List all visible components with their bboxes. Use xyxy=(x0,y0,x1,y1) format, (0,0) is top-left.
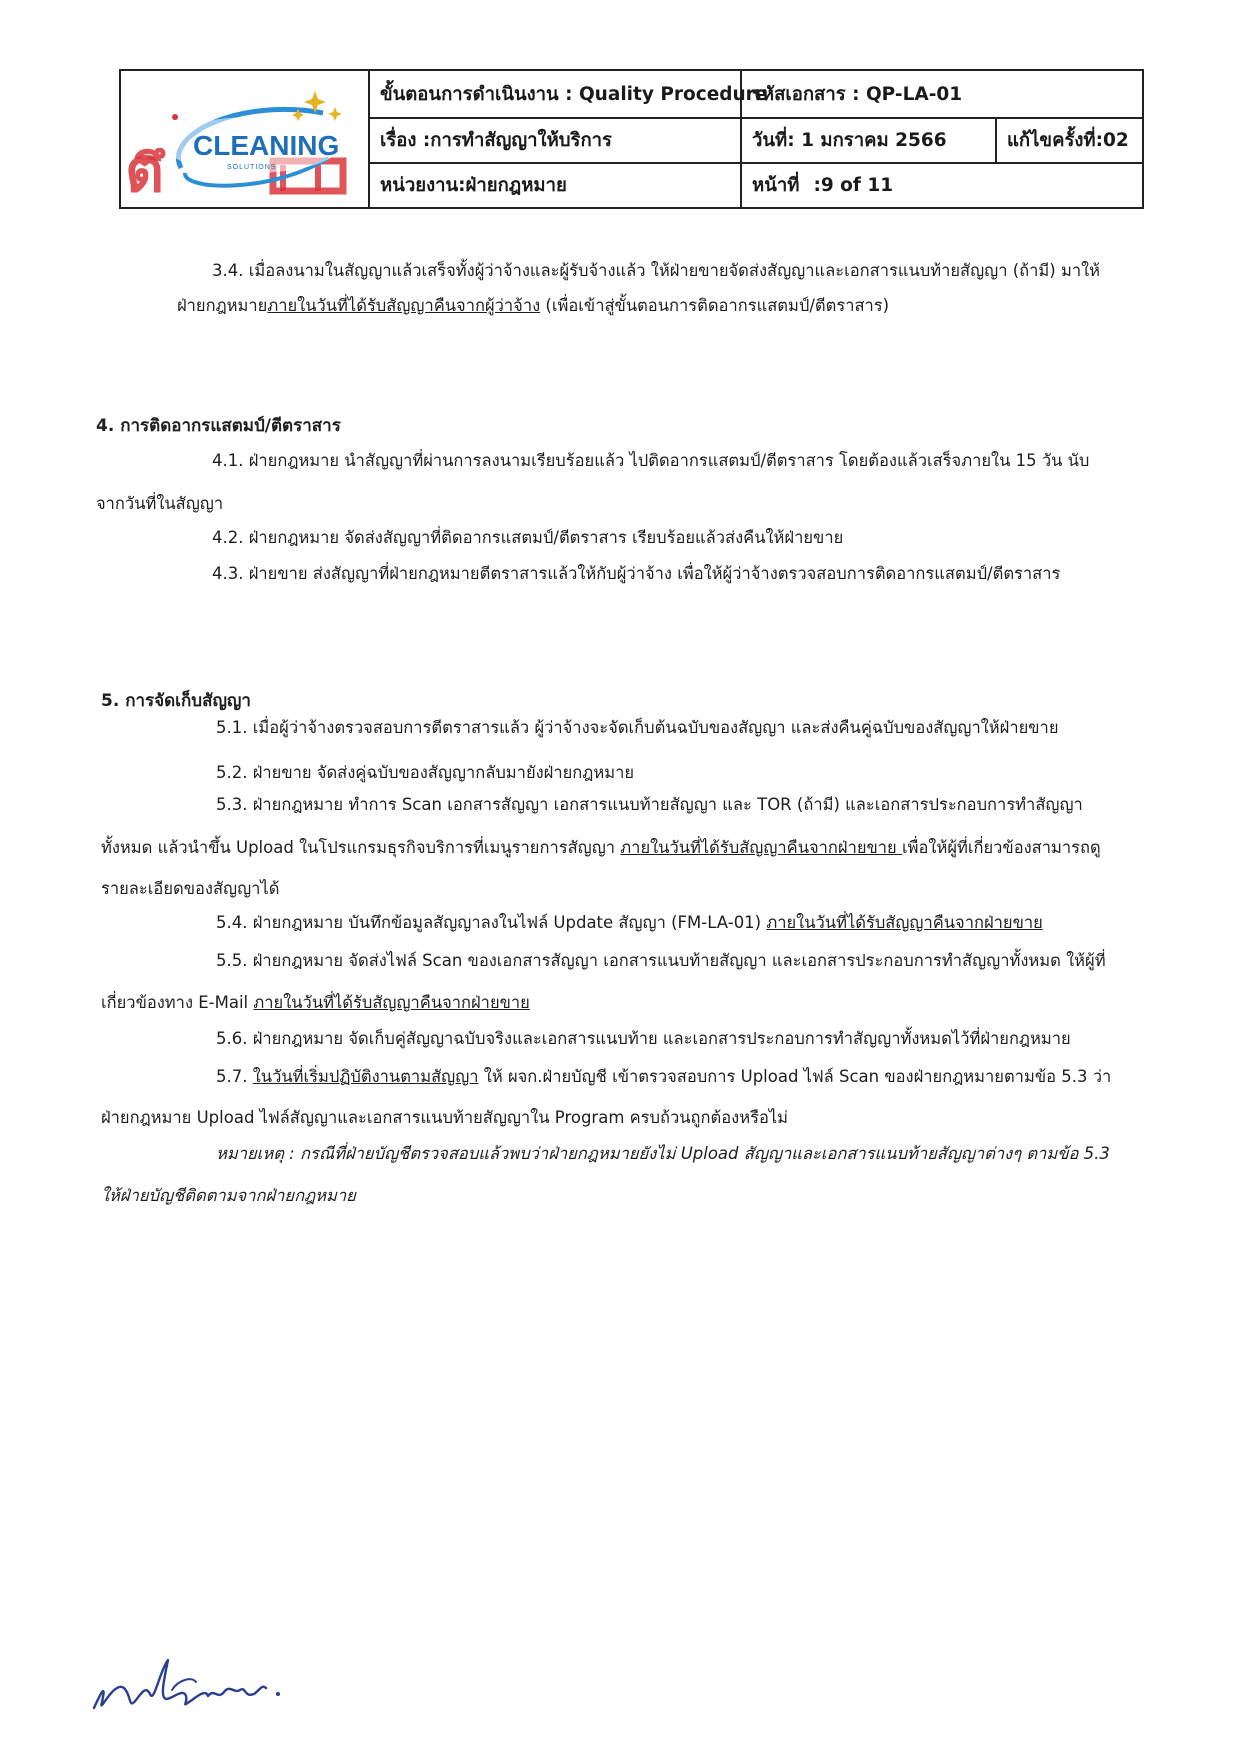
clause-4-1-line-1: 4.1. ฝ่ายกฎหมาย นำสัญญาที่ผ่านการลงนามเรียบร้อยแล้ว ไปติดอากรแสตมป์/ตีตราสาร โดยต้องแล้วเสร็จภายใน 15 วัน นับ xyxy=(212,451,1090,470)
svg-text:ต: ต xyxy=(125,136,164,206)
department-cell xyxy=(370,164,740,207)
clause-5-5-line-1: 5.5. ฝ่ายกฎหมาย จัดส่งไฟล์ Scan ของเอกสารสัญญา เอกสารแนบท้ายสัญญา และเอกสารประกอบการทำสัญญาทั้งหมด ให้ผู้ที่ xyxy=(216,951,1106,970)
clause-4-3: 4.3. ฝ่ายขาย ส่งสัญญาที่ฝ่ายกฎหมายตีตราสารแล้วให้กับผู้ว่าจ้าง เพื่อให้ผู้ว่าจ้างตรวจสอบการติดอากรแสตมป์/ตีตราสาร xyxy=(212,564,1061,583)
company-logo xyxy=(123,73,367,207)
svg-text:CLEANING: CLEANING xyxy=(193,130,340,161)
clause-5-3-line-3: รายละเอียดของสัญญาได้ xyxy=(101,879,280,898)
issue-date: วันที่: 1 มกราคม 2566 xyxy=(752,130,947,151)
note-line-1: หมายเหตุ : กรณีที่ฝ่ายบัญชีตรวจสอบแล้วพบว่าฝ่ายกฎหมายยังไม่ Upload สัญญาและเอกสารแนบท้ายสัญญาต่างๆ ตามข้อ 5.3 xyxy=(216,1144,1110,1163)
clause-3-4-line-2: ฝ่ายกฎหมายภายในวันที่ได้รับสัญญาคืนจากผู้ว่าจ้าง (เพื่อเข้าสู่ขั้นตอนการติดอากรแสตมป์/ตีตราสาร) xyxy=(177,296,890,315)
clause-5-5-line-2: เกี่ยวข้องทาง E-Mail ภายในวันที่ได้รับสัญญาคืนจากฝ่ายขาย xyxy=(101,993,530,1012)
deadline-underline: ภายในวันที่ได้รับสัญญาคืนจากฝ่ายขาย xyxy=(766,913,1043,932)
subject-cell xyxy=(370,119,740,162)
revision: แก้ไขครั้งที่:02 xyxy=(1007,130,1129,151)
section-5-heading: 5. การจัดเก็บสัญญา xyxy=(101,691,251,711)
svg-text:SOLUTIONS: SOLUTIONS xyxy=(227,164,277,171)
deadline-underline: ภายในวันที่ได้รับสัญญาคืนจากฝ่ายขาย xyxy=(253,993,530,1012)
date-cell xyxy=(742,119,995,162)
document-header-table xyxy=(119,69,1144,209)
section-4-heading: 4. การติดอากรแสตมป์/ตีตราสาร xyxy=(96,416,341,436)
clause-4-1-line-2: จากวันที่ในสัญญา xyxy=(96,494,224,513)
deadline-underline: ภายในวันที่ได้รับสัญญาคืนจากผู้ว่าจ้าง xyxy=(267,296,541,315)
procedure-label: ขั้นตอนการดำเนินงาน : Quality Procedure xyxy=(380,83,768,105)
deadline-underline: ภายในวันที่ได้รับสัญญาคืนจากฝ่ายขาย xyxy=(620,838,902,857)
revision-cell xyxy=(997,119,1142,162)
doc-code-cell xyxy=(742,71,1142,117)
clause-5-7-line-1: 5.7. ในวันที่เริ่มปฏิบัติงานตามสัญญา ให้ ผจก.ฝ่ายบัญชี เข้าตรวจสอบการ Upload ไฟล์ Scan ของฝ่ายกฎหมายตามข้อ 5.3 ว่า xyxy=(216,1067,1112,1086)
page-value: :9 of 11 xyxy=(813,175,894,196)
deadline-underline: ในวันที่เริ่มปฏิบัติงานตามสัญญา xyxy=(252,1067,479,1086)
procedure-label-cell xyxy=(370,71,768,117)
clause-3-4-line-1: 3.4. เมื่อลงนามในสัญญาแล้วเสร็จทั้งผู้ว่าจ้างและผู้รับจ้างแล้ว ให้ฝ่ายขายจัดส่งสัญญาและเอกสารแนบท้ายสัญญา (ถ้ามี) มาให้ xyxy=(212,261,1101,280)
doc-code: รหัสเอกสาร : QP-LA-01 xyxy=(752,83,963,105)
clause-5-3-line-1: 5.3. ฝ่ายกฎหมาย ทำการ Scan เอกสารสัญญา เอกสารแนบท้ายสัญญา และ TOR (ถ้ามี) และเอกสารประกอบการทำสัญญา xyxy=(216,795,1083,814)
subject: เรื่อง :การทำสัญญาให้บริการ xyxy=(380,130,612,151)
clause-5-7-line-2: ฝ่ายกฎหมาย Upload ไฟล์สัญญาและเอกสารแนบท้ายสัญญาใน Program ครบถ้วนถูกต้องหรือไม่ xyxy=(101,1108,789,1127)
note-line-2: ให้ฝ่ายบัญชีติดตามจากฝ่ายกฎหมาย xyxy=(101,1186,356,1205)
clause-5-6: 5.6. ฝ่ายกฎหมาย จัดเก็บคู่สัญญาฉบับจริงและเอกสารแนบท้าย และเอกสารประกอบการทำสัญญาทั้งหมดไว้ที่ฝ่ายกฎหมาย xyxy=(216,1029,1071,1048)
clause-4-2: 4.2. ฝ่ายกฎหมาย จัดส่งสัญญาที่ติดอากรแสตมป์/ตีตราสาร เรียบร้อยแล้วส่งคืนให้ฝ่ายขาย xyxy=(212,528,844,547)
department: หน่วยงาน:ฝ่ายกฎหมาย xyxy=(380,175,567,196)
page-number-cell xyxy=(742,164,1142,207)
handwritten-signature xyxy=(88,1650,298,1722)
clause-5-4: 5.4. ฝ่ายกฎหมาย บันทึกข้อมูลสัญญาลงในไฟล์ Update สัญญา (FM-LA-01) ภายในวันที่ได้รับสัญญาคืนจากฝ่ายขาย xyxy=(216,913,1043,932)
page-label: หน้าที่ xyxy=(752,175,800,196)
clause-5-2: 5.2. ฝ่ายขาย จัดส่งคู่ฉบับของสัญญากลับมายังฝ่ายกฎหมาย xyxy=(216,763,635,782)
clause-5-1: 5.1. เมื่อผู้ว่าจ้างตรวจสอบการตีตราสารแล้ว ผู้ว่าจ้างจะจัดเก็บต้นฉบับของสัญญา และส่งคืนคู่ฉบับของสัญญาให้ฝ่ายขาย xyxy=(216,718,1059,737)
clause-5-3-line-2: ทั้งหมด แล้วนำขึ้น Upload ในโปรแกรมธุรกิจบริการที่เมนูรายการสัญญา ภายในวันที่ได้รับสัญญาคืนจากฝ่ายขาย เพื่อให้ผู้ที่เกี่ยวข้องสามารถดู xyxy=(101,838,1101,857)
